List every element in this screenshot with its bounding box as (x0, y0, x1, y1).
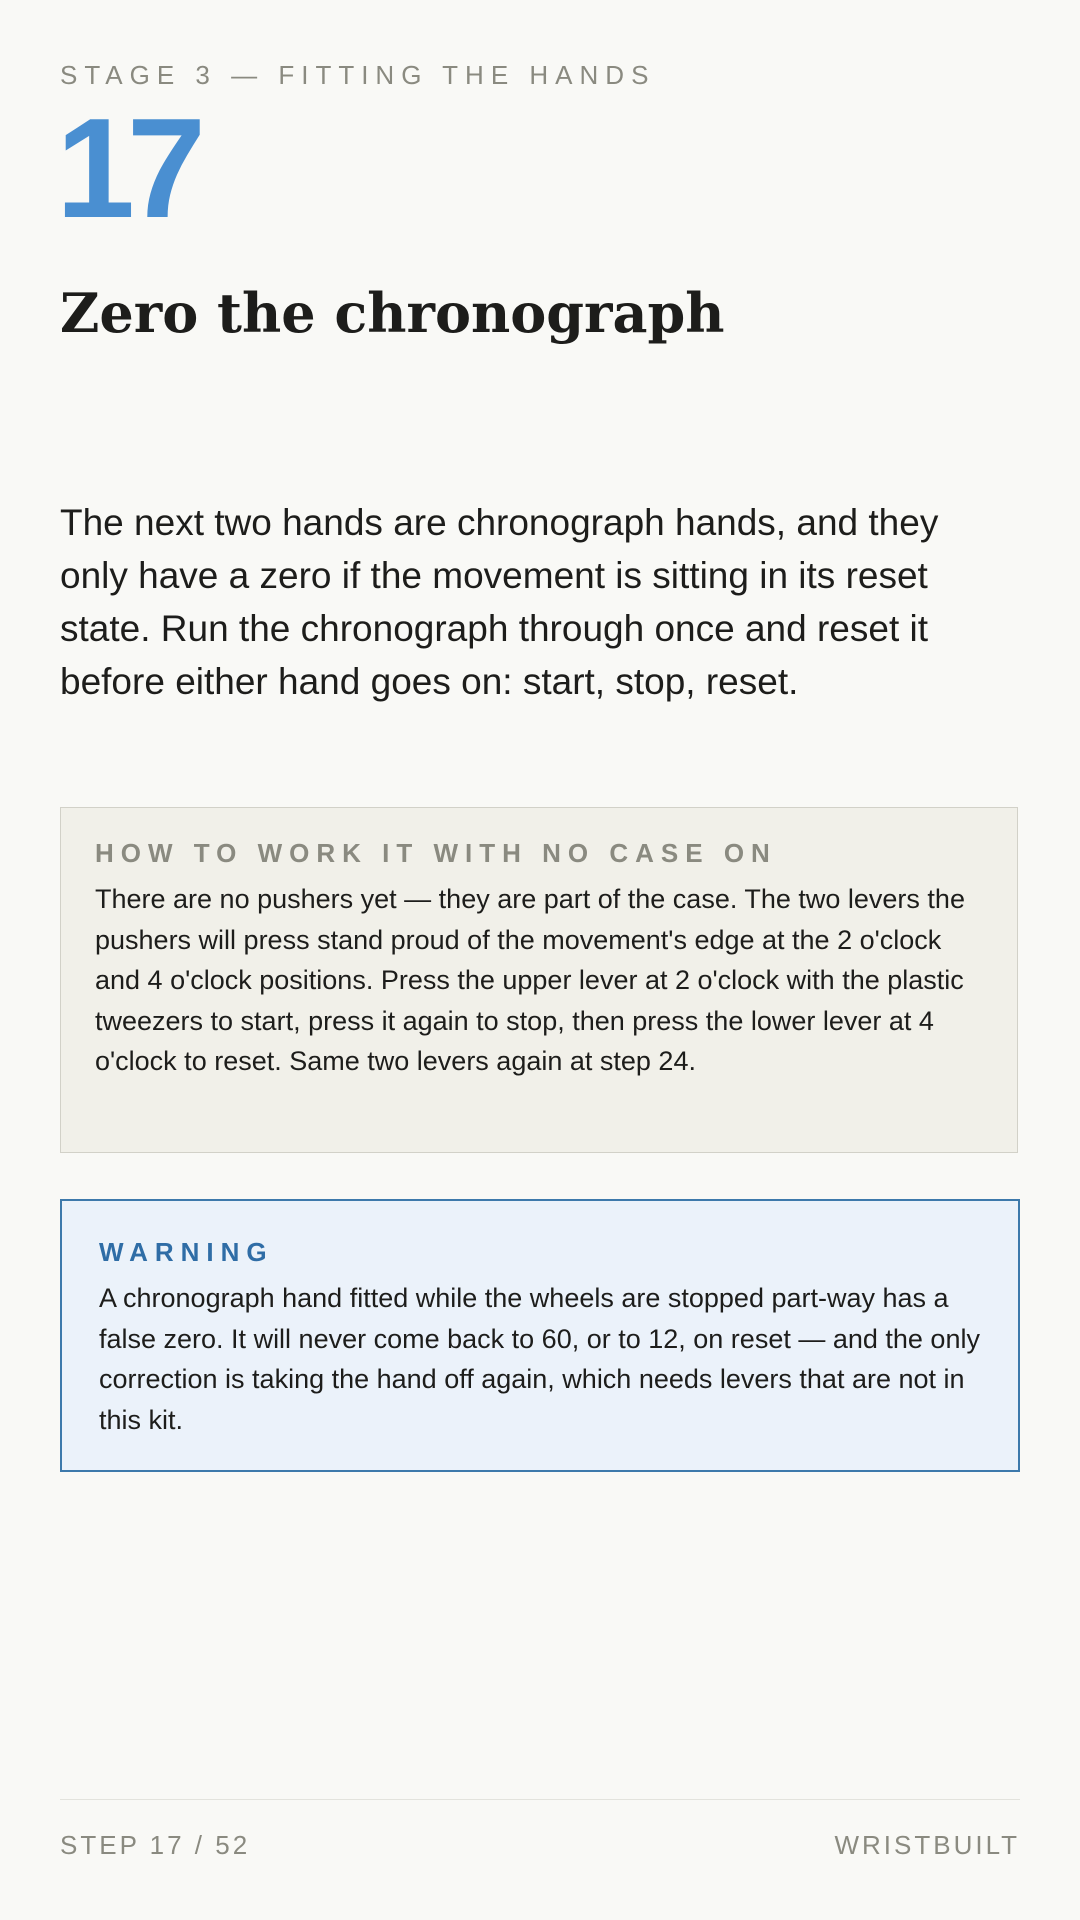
step-number: 17 (56, 89, 198, 248)
warning-heading: WARNING (99, 1237, 274, 1267)
warning-body: A chronograph hand fitted while the wheels are stopped part-way has a false zero. It will never come back to 60, or to 12, on reset — and the only correction is taking the hand off again, which needs levers that are not in this kit. (99, 1283, 980, 1435)
tip-box (60, 807, 1018, 1153)
step-progress: STEP 17 / 52 (60, 1830, 251, 1860)
stage-label: STAGE 3 — FITTING THE HANDS (60, 60, 656, 90)
step-title: Zero the chronograph (60, 281, 725, 346)
footer-divider (60, 1799, 1020, 1800)
tip-body: There are no pushers yet — they are part of the case. The two levers the pushers will press stand proud of the movement's edge at the 2 o'clock and 4 o'clock positions. Press the upper lever at 2 o'clock with the plastic tweezers to start, press it again to stop, then press the lower lever at 4 o'clock to reset. Same two levers again at step 24. (95, 884, 965, 1076)
tip-heading: HOW TO WORK IT WITH NO CASE ON (95, 838, 777, 868)
brand-name: WRISTBUILT (834, 1830, 1020, 1860)
lead-paragraph: The next two hands are chronograph hands, and they only have a zero if the movement is sitting in its reset state. Run the chronograph through once and reset it before either hand goes on: start, stop, reset. (60, 502, 939, 702)
instruction-page (56, 0, 1020, 1920)
warning-box (60, 1199, 1020, 1472)
